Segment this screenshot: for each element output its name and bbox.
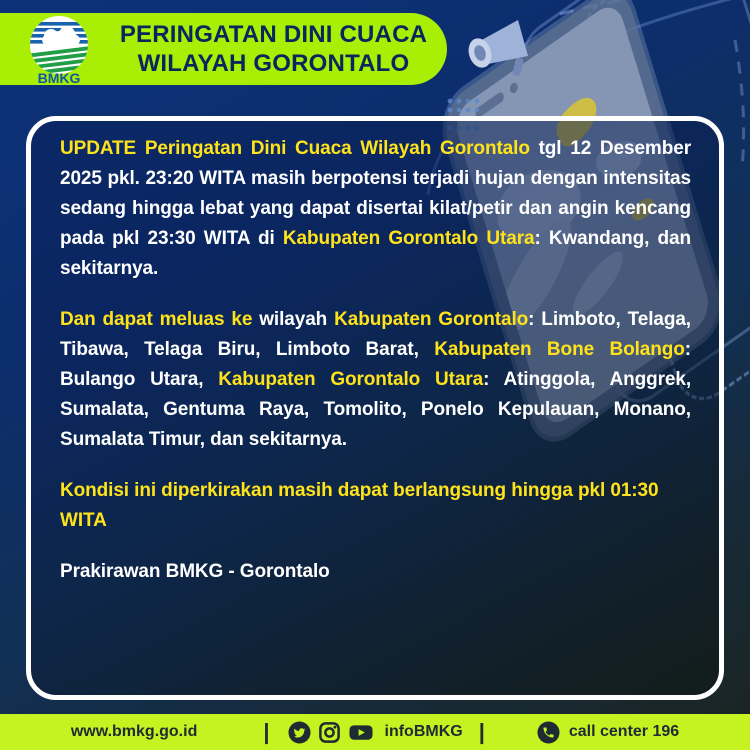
bmkg-logo-icon: [23, 14, 95, 86]
youtube-icon: [348, 721, 374, 744]
warning-text: [31, 121, 719, 587]
separator: |: [478, 719, 485, 744]
instagram-icon: [318, 721, 341, 744]
poster-title-line2: WILAYAH GORONTALO: [137, 50, 410, 77]
highlighted-text: Kondisi ini diperkirakan masih dapat berlangsung hingga pkl 01:30 WITA: [60, 480, 659, 531]
body-text: : Atinggola, Anggrek, Sumalata, Gentuma Raya, Tomolito, Ponelo Kepulauan, Monano, Sumalata Timur, dan sekitarnya.: [60, 369, 692, 450]
body-text: : Bulango Utara,: [60, 339, 691, 390]
phone-icon: [537, 721, 560, 744]
body-text: wilayah: [252, 309, 335, 330]
highlighted-text: UPDATE Peringatan Dini Cuaca Wilayah Gorontalo: [60, 138, 530, 159]
highlighted-text: Kabupaten Gorontalo Utara: [282, 228, 535, 249]
body-text: tgl 12 Desember 2025 pkl. 23:20 WITA masih berpotensi terjadi hujan dengan intensitas sedang hingga lebat yang dapat disertai kilat/petir dan angin kencang pada pkl 23:30 WITA di: [60, 138, 691, 249]
footer-bar: [0, 714, 750, 750]
separator: |: [263, 719, 270, 744]
phone-camera: [509, 81, 519, 95]
warning-paragraph: [60, 305, 691, 455]
poster-title: [118, 20, 447, 79]
call-center-label: call center 196: [568, 723, 680, 740]
highlighted-text: Kabupaten Gorontalo Utara: [218, 369, 484, 390]
body-text: : Limboto, Telaga, Tibawa, Telaga Biru, Limboto Barat,: [60, 309, 691, 360]
body-text: Prakirawan BMKG - Gorontalo: [60, 561, 330, 582]
website-url: www.bmkg.go.id: [70, 723, 198, 740]
warning-paragraph: [60, 476, 691, 536]
social-handle: infoBMKG: [384, 723, 463, 740]
highlighted-text: Dan dapat meluas ke: [60, 309, 253, 330]
twitter-icon: [288, 721, 311, 744]
warning-paragraph: [60, 557, 691, 587]
bmkg-logo: [0, 14, 118, 86]
warning-panel: [26, 116, 724, 700]
svg-text:BMKG: BMKG: [37, 70, 81, 86]
poster-title-line1: PERINGATAN DINI CUACA: [119, 20, 428, 48]
megaphone-icon: [462, 12, 548, 82]
highlighted-text: Kabupaten Gorontalo: [334, 309, 529, 330]
call-center-group: [537, 721, 679, 744]
highlighted-text: Kabupaten Bone Bolango: [434, 339, 685, 360]
body-text: : Kwandang, dan sekitarnya.: [60, 228, 691, 279]
social-media-group: [288, 721, 463, 744]
warning-paragraph: [60, 134, 691, 284]
title-banner: [0, 13, 447, 85]
